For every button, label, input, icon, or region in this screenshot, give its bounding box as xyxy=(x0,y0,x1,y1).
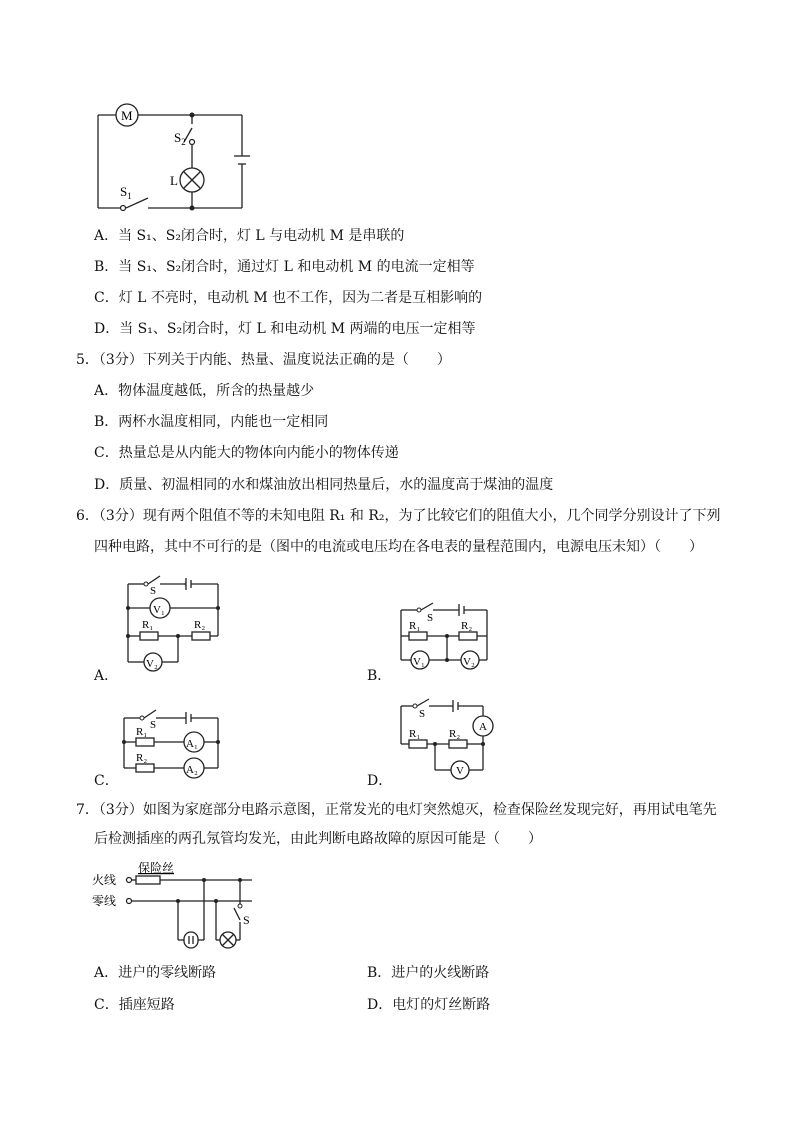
q7-option-b: B．进户的火线断路 xyxy=(367,965,490,981)
fuse-label: 保险丝 xyxy=(138,861,175,875)
b-r2-label: R₂ xyxy=(461,620,473,632)
a-switch-label: S xyxy=(150,585,157,597)
q6-circuit-c xyxy=(116,706,226,782)
live-wire-label: 火线 xyxy=(92,873,117,887)
q7-option-a: A．进户的零线断路 xyxy=(94,965,217,981)
q6-circuit-d xyxy=(395,696,505,784)
q6-label-a: A． xyxy=(94,668,119,684)
switch-label: S xyxy=(243,913,250,927)
q5-stem: 5．（3分）下列关于内能、热量、温度说法正确的是（ ） xyxy=(76,352,451,368)
q7-household-circuit xyxy=(92,858,262,950)
q7-option-c: C．插座短路 xyxy=(94,997,175,1013)
q5-option-a: A．物体温度越低，所含的热量越少 xyxy=(94,383,315,399)
b-voltmeter-1: V₁ xyxy=(413,656,425,668)
q5-option-d: D．质量、初温相同的水和煤油放出相同热量后，水的温度高于煤油的温度 xyxy=(94,477,554,493)
d-voltmeter: V xyxy=(456,765,464,777)
q4-option-d: D．当 S₁、S₂闭合时，灯 L 和电动机 M 两端的电压一定相等 xyxy=(94,321,476,337)
c-r2-label: R₂ xyxy=(136,752,148,764)
a-r2-label: R₂ xyxy=(194,619,206,631)
b-switch-label: S xyxy=(427,612,434,624)
a-voltmeter-1: V₁ xyxy=(153,604,165,616)
b-voltmeter-2: V₂ xyxy=(463,656,475,668)
lamp-label: L xyxy=(170,173,178,188)
s2-label: $S_2$ xyxy=(174,130,186,147)
q5-option-b: B．两杯水温度相同，内能也一定相同 xyxy=(94,414,329,430)
a-voltmeter-2: V₂ xyxy=(146,658,158,670)
q7-option-d: D．电灯的灯丝断路 xyxy=(367,997,491,1013)
q7-stem-line1: 7．（3分）如图为家庭部分电路示意图，正常发光的电灯突然熄灭，检查保险丝发现完好，再用试电笔先 xyxy=(76,802,717,818)
d-switch-label: S xyxy=(419,708,426,720)
q6-label-b: B． xyxy=(367,668,392,684)
q6-circuit-b xyxy=(395,600,495,676)
motor-label: M xyxy=(121,108,133,123)
d-r2-label: R₂ xyxy=(449,728,461,740)
q4-option-c: C．灯 L 不亮时，电动机 M 也不工作，因为二者是互相影响的 xyxy=(94,290,483,306)
q6-stem-line1: 6．（3分）现有两个阻值不等的未知电阻 R₁ 和 R₂，为了比较它们的阻值大小，几个同学分别设计了下列 xyxy=(76,508,721,524)
q6-circuit-a xyxy=(120,570,230,672)
d-r1-label: R₁ xyxy=(409,728,421,740)
s1-label: $S_1$ xyxy=(120,184,132,201)
q4-option-b: B．当 S₁、S₂闭合时，通过灯 L 和电动机 M 的电流一定相等 xyxy=(94,259,475,275)
q6-stem-line2: 四种电路，其中不可行的是（图中的电流或电压均在各电表的量程范围内，电源电压未知）（ ） xyxy=(94,539,703,555)
a-r1-label: R₁ xyxy=(142,619,154,631)
c-switch-label: S xyxy=(150,719,157,731)
c-r1-label: R₁ xyxy=(136,726,148,738)
b-r1-label: R₁ xyxy=(409,620,421,632)
c-ammeter-1: A₁ xyxy=(186,738,198,750)
d-ammeter: A xyxy=(479,721,487,733)
q4-circuit-figure xyxy=(90,98,260,216)
c-ammeter-2: A₂ xyxy=(186,764,198,776)
q6-label-c: C． xyxy=(94,773,119,789)
q4-option-a: A．当 S₁、S₂闭合时，灯 L 与电动机 M 是串联的 xyxy=(94,228,405,244)
q6-label-d: D． xyxy=(367,773,393,789)
q5-option-c: C．热量总是从内能大的物体向内能小的物体传递 xyxy=(94,445,399,461)
q7-stem-line2: 后检测插座的两孔氖管均发光，由此判断电路故障的原因可能是（ ） xyxy=(94,831,542,847)
neutral-wire-label: 零线 xyxy=(92,894,117,908)
